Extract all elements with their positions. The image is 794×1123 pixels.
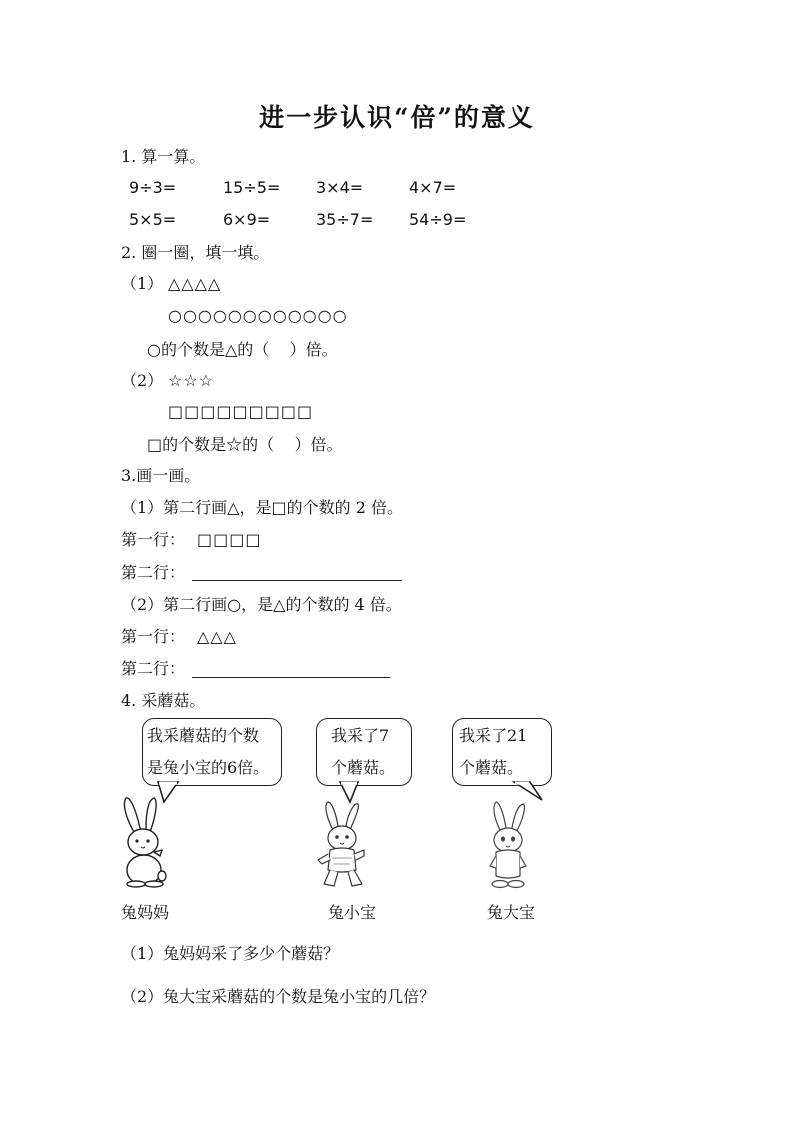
rabbit-mother-illustration bbox=[116, 796, 178, 888]
speech-bubble-little bbox=[316, 718, 412, 786]
q2-part2-squares: □□□□□□□□□ bbox=[168, 402, 314, 421]
rabbit-mother-name: 兔妈妈 bbox=[121, 903, 170, 922]
rabbit-big-illustration bbox=[478, 800, 536, 890]
q3-heading: 3.画一画。 bbox=[121, 466, 201, 485]
q3-part2-row2-label: 第二行： bbox=[121, 659, 186, 678]
q3-part2-row1-label: 第一行： bbox=[121, 627, 186, 646]
q3-part2-answer-line[interactable] bbox=[192, 677, 390, 678]
q4-question-2: （2）兔大宝采蘑菇的个数是兔小宝的几倍？ bbox=[121, 987, 436, 1006]
q3-part1-instruction: （1）第二行画△，是□的个数的 2 倍。 bbox=[121, 498, 403, 517]
q2-part2-stars: ☆☆☆ bbox=[168, 371, 215, 390]
bubble-big-line2: 个蘑菇。 bbox=[459, 758, 524, 777]
q1-expr-8: 54÷9= bbox=[409, 210, 467, 229]
q3-part2-instruction: （2）第二行画○，是△的个数的 4 倍。 bbox=[121, 595, 402, 614]
q2-part1-label: （1） bbox=[121, 274, 164, 293]
bubble-mother-line2: 是兔小宝的6倍。 bbox=[147, 758, 270, 777]
q2-part2-label: （2） bbox=[121, 371, 164, 390]
bubble-little-line2: 个蘑菇。 bbox=[331, 758, 396, 777]
q3-part1-row2-label: 第二行： bbox=[121, 563, 186, 582]
rabbit-little-illustration bbox=[312, 800, 372, 890]
q3-part1-row1-label: 第一行： bbox=[121, 530, 186, 549]
q2-part1-triangles: △△△△ bbox=[168, 274, 222, 293]
speech-bubble-big bbox=[452, 718, 552, 786]
q4-question-1: （1）兔妈妈采了多少个蘑菇？ bbox=[121, 944, 340, 963]
q1-expr-3: 3×4= bbox=[316, 178, 364, 197]
q4-heading: 4. 采蘑菇。 bbox=[121, 691, 206, 710]
rabbit-big-name: 兔大宝 bbox=[487, 903, 536, 922]
q1-expr-6: 6×9= bbox=[223, 210, 271, 229]
q1-heading: 1. 算一算。 bbox=[121, 147, 206, 166]
q3-part1-row1-squares: □□□□ bbox=[197, 530, 262, 549]
q2-heading: 2. 圈一圈，填一填。 bbox=[121, 243, 270, 262]
q2-part1-sentence: ○的个数是△的（ ）倍。 bbox=[147, 340, 338, 359]
page-title: 进一步认识“倍”的意义 bbox=[259, 103, 535, 132]
q2-part2-sentence: □的个数是☆的（ ）倍。 bbox=[147, 435, 343, 454]
q1-expr-1: 9÷3= bbox=[129, 178, 177, 197]
bubble-little-line1: 我采了7 bbox=[331, 726, 390, 745]
rabbit-little-name: 兔小宝 bbox=[328, 903, 377, 922]
q1-expr-4: 4×7= bbox=[409, 178, 457, 197]
q1-expr-2: 15÷5= bbox=[223, 178, 281, 197]
q2-part1-circles: ○○○○○○○○○○○○ bbox=[168, 306, 348, 325]
bubble-mother-line1: 我采蘑菇的个数 bbox=[147, 726, 260, 745]
q3-part2-row1-triangles: △△△ bbox=[197, 627, 237, 646]
q1-expr-7: 35÷7= bbox=[316, 210, 374, 229]
bubble-big-line1: 我采了21 bbox=[459, 726, 528, 745]
speech-bubble-mother bbox=[142, 718, 282, 786]
q3-part1-answer-line[interactable] bbox=[192, 580, 402, 581]
q1-expr-5: 5×5= bbox=[129, 210, 177, 229]
